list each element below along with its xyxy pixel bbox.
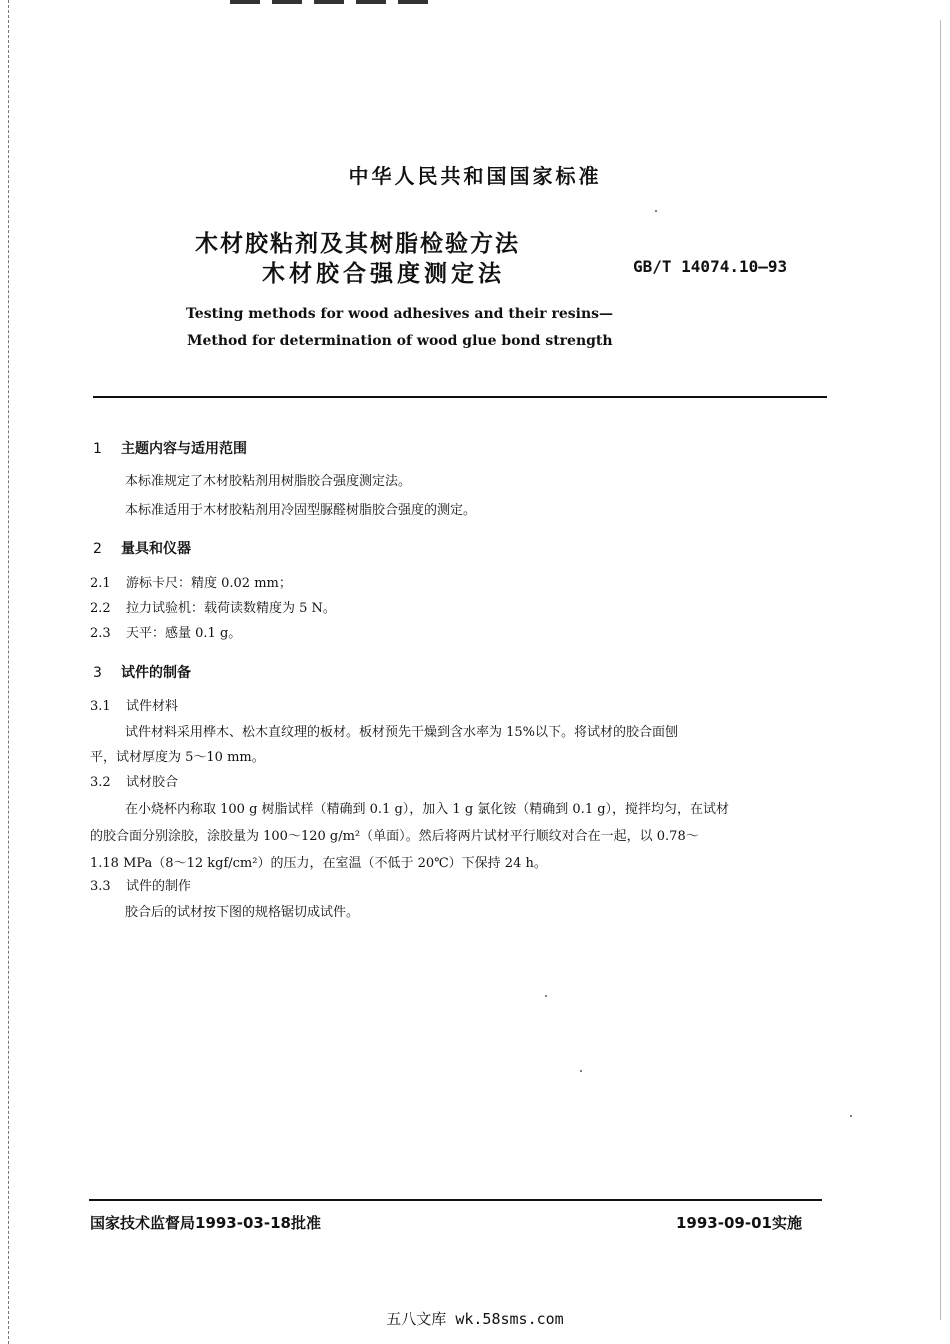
english-title-line-2: Method for determination of wood glue bond strength xyxy=(187,333,613,349)
scan-speck xyxy=(580,1070,582,1072)
section-number: 1 xyxy=(93,441,102,457)
subsection-number: 3.2 xyxy=(90,775,111,790)
scan-top-artifact xyxy=(230,0,440,4)
subsection-3-1-line-2: 平，试材厚度为 5～10 mm。 xyxy=(90,750,265,765)
item-number: 2.1 xyxy=(90,576,111,591)
subsection-3-2-line-3: 1.18 MPa（8～12 kgf/cm²）的压力，在室温（不低于 20℃）下保持 24 h。 xyxy=(90,856,547,871)
section-2-heading xyxy=(93,538,191,558)
english-title-line-1: Testing methods for wood adhesives and their resins— xyxy=(186,306,613,322)
subsection-3-2-line-1: 在小烧杯内称取 100 g 树脂试样（精确到 0.1 g），加入 1 g 氯化铵（精确到 0.1 g），搅拌均匀，在试材 xyxy=(125,802,730,817)
implementation-date: 1993-09-01实施 xyxy=(676,1214,802,1232)
subsection-number: 3.3 xyxy=(90,879,111,894)
scan-speck xyxy=(850,1115,852,1117)
site-watermark: 五八文库 wk.58sms.com xyxy=(386,1310,564,1328)
footer-divider xyxy=(89,1199,822,1201)
subsection-title: 试材胶合 xyxy=(126,775,179,790)
item-number: 2.3 xyxy=(90,626,111,641)
subsection-3-1-line-1: 试件材料采用桦木、松木直纹理的板材。板材预先干燥到含水率为 15%以下。将试材的胶合面刨 xyxy=(125,725,679,740)
scan-left-edge xyxy=(8,0,10,1344)
national-standard-label: 中华人民共和国国家标准 xyxy=(348,164,602,188)
subsection-title: 试件的制作 xyxy=(126,879,192,894)
scan-right-edge xyxy=(940,20,942,1320)
approval-line: 国家技术监督局1993-03-18批准 xyxy=(90,1214,321,1232)
scan-speck xyxy=(545,995,547,997)
section-3-heading xyxy=(93,662,191,682)
subsection-3-3-line-1: 胶合后的试材按下图的规格锯切成试件。 xyxy=(125,905,360,920)
subsection-number: 3.1 xyxy=(90,699,111,714)
section-number: 2 xyxy=(93,541,102,557)
subsection-3-2-heading xyxy=(90,775,178,791)
item-text: 天平：感量 0.1 g。 xyxy=(126,626,242,641)
item-number: 2.2 xyxy=(90,601,111,616)
list-item xyxy=(90,576,292,592)
section-title: 主题内容与适用范围 xyxy=(121,441,247,457)
section-number: 3 xyxy=(93,665,102,681)
section-1-para-2: 本标准适用于木材胶粘剂用冷固型脲醛树脂胶合强度的测定。 xyxy=(125,503,477,518)
section-1-heading xyxy=(93,438,247,458)
section-title: 量具和仪器 xyxy=(121,541,191,557)
subsection-3-3-heading xyxy=(90,879,191,895)
header-divider xyxy=(93,396,827,398)
subsection-3-2-line-2: 的胶合面分别涂胶，涂胶量为 100～120 g/m²（单面）。然后将两片试材平行顺纹对合在一起，以 0.78～ xyxy=(90,829,699,844)
scan-speck xyxy=(655,210,657,212)
subsection-title: 试件材料 xyxy=(126,699,179,714)
item-text: 拉力试验机：载荷读数精度为 5 N。 xyxy=(126,601,336,616)
subsection-3-1-heading xyxy=(90,699,178,715)
section-1-para-1: 本标准规定了木材胶粘剂用树脂胶合强度测定法。 xyxy=(125,474,412,489)
list-item xyxy=(90,601,336,617)
standard-number: GB/T 14074.10—93 xyxy=(633,257,788,276)
list-item xyxy=(90,626,241,642)
title-line-2: 木材胶合强度测定法 xyxy=(262,261,505,287)
title-line-1: 木材胶粘剂及其树脂检验方法 xyxy=(195,231,520,257)
item-text: 游标卡尺：精度 0.02 mm； xyxy=(126,576,292,591)
section-title: 试件的制备 xyxy=(121,665,191,681)
